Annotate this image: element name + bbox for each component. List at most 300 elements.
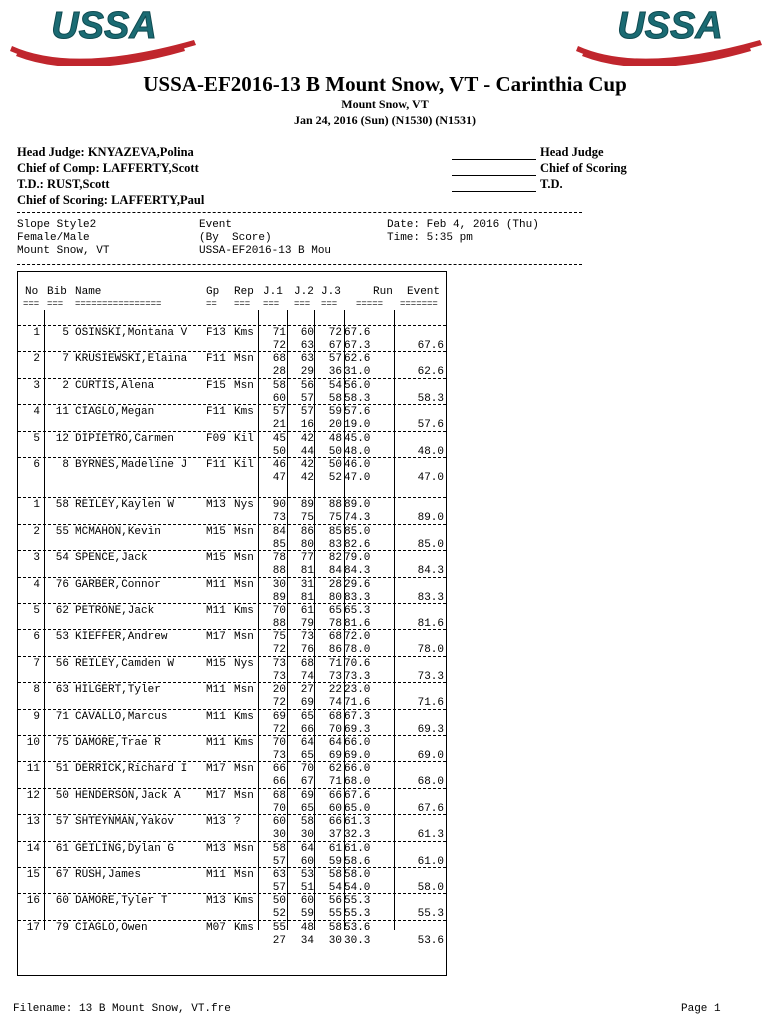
bib-cell: 58 — [55, 499, 69, 512]
rank-cell: 10 — [26, 737, 40, 749]
bib-cell: 7 — [62, 353, 69, 366]
event-score: 68.0 — [417, 776, 444, 789]
header-bib: Bib — [47, 286, 67, 298]
judge1-score: 52 — [272, 908, 286, 921]
group-cell: M11 — [206, 605, 226, 617]
header-j1: J.1 — [263, 286, 283, 298]
bib-cell: 2 — [62, 379, 69, 392]
table-row — [18, 843, 446, 856]
header-gp: Gp — [206, 286, 220, 298]
run1-score: 70.6 — [344, 657, 371, 670]
row-separator — [18, 841, 446, 842]
row-separator — [18, 682, 446, 683]
rank-cell: 7 — [33, 657, 40, 670]
rep-cell: Msn — [234, 353, 254, 366]
judge3-score: 86 — [328, 644, 342, 657]
bib-cell: 8 — [62, 459, 69, 471]
rep-cell: Kms — [234, 737, 254, 749]
run2-score: 48.0 — [344, 445, 371, 458]
table-row — [18, 895, 446, 908]
event-score: 73.3 — [417, 670, 444, 683]
run2-score: 69.0 — [344, 750, 371, 762]
bib-cell: 60 — [55, 895, 69, 908]
row-separator — [18, 524, 446, 525]
judge2-score: 76 — [300, 644, 314, 657]
table-row — [18, 526, 446, 539]
judge2-score: 53 — [300, 869, 314, 881]
judge3-score: 82 — [328, 552, 342, 565]
rep-cell: Msn — [234, 789, 254, 802]
ussa-logo — [4, 4, 204, 66]
row-separator — [18, 629, 446, 630]
bib-cell: 75 — [55, 737, 69, 749]
rank-cell: 1 — [33, 499, 40, 512]
run2-score: 54.0 — [344, 882, 371, 894]
table-row — [18, 631, 446, 644]
judge2-score: 70 — [300, 763, 314, 776]
group-cell: M07 — [206, 921, 226, 934]
rank-cell: 9 — [33, 710, 40, 723]
name-cell: BYRNES,Madeline J — [75, 459, 188, 471]
head-judge: Head Judge: KNYAZEVA,Polina — [17, 145, 194, 159]
event-score: 85.0 — [417, 538, 444, 551]
judge2-score: 66 — [300, 723, 314, 736]
row-separator — [18, 788, 446, 789]
info-sort: (By Score) — [199, 232, 272, 244]
judge1-score: 90 — [272, 499, 286, 512]
judge2-score: 29 — [300, 366, 314, 379]
run1-score: 89.0 — [344, 499, 371, 512]
judge1-score: 20 — [272, 684, 286, 697]
judge3-score: 61 — [328, 842, 342, 855]
name-cell: DAMORE,Trae R — [75, 737, 161, 749]
judge2-score: 80 — [300, 538, 314, 551]
rep-cell: Msn — [234, 842, 254, 855]
run1-score: 57.6 — [344, 406, 371, 419]
rep-cell: Msn — [234, 578, 254, 591]
event-score: 71.6 — [417, 697, 444, 710]
rank-cell: 3 — [33, 379, 40, 392]
name-cell: SHTEYNMAN,Yakov — [75, 816, 175, 829]
judge2-score: 68 — [300, 657, 314, 670]
rank-cell: 11 — [26, 763, 40, 776]
table-row — [18, 605, 446, 618]
event-score: 69.3 — [417, 723, 444, 736]
judge2-score: 67 — [300, 776, 314, 789]
header-j3: J.3 — [321, 286, 341, 298]
row-separator — [18, 893, 446, 894]
run2-score: 71.6 — [344, 697, 371, 710]
run1-score: 66.0 — [344, 737, 371, 749]
rank-cell: 15 — [26, 869, 40, 881]
judge2-score: 81 — [300, 565, 314, 578]
rep-cell: Kms — [234, 921, 254, 934]
judge2-score: 60 — [300, 855, 314, 868]
name-cell: CIAGLO,Megan — [75, 406, 155, 419]
judge2-score: 44 — [300, 445, 314, 458]
ussa-logo-right — [570, 4, 770, 66]
rank-cell: 1 — [33, 327, 40, 339]
judge1-score: 30 — [272, 578, 286, 591]
judge1-score: 72 — [272, 697, 286, 710]
event-score: 48.0 — [417, 445, 444, 458]
group-cell: M15 — [206, 657, 226, 670]
judge1-score: 85 — [272, 538, 286, 551]
rank-cell: 12 — [26, 789, 40, 802]
judge1-score: 70 — [272, 802, 286, 815]
info-venue: Mount Snow, VT — [17, 245, 110, 257]
group-cell: M15 — [206, 525, 226, 538]
judge1-score: 57 — [272, 882, 286, 894]
run1-score: 61.3 — [344, 816, 371, 829]
info-event-name: USSA-EF2016-13 B Mou — [199, 245, 332, 257]
judge1-score: 55 — [272, 921, 286, 934]
group-cell: M17 — [206, 789, 226, 802]
judge1-score: 60 — [272, 816, 286, 829]
info-column-3 — [387, 219, 539, 245]
row-separator — [18, 656, 446, 657]
judge3-score: 36 — [328, 366, 342, 379]
header-underline: === === ================ == === === === === ===== ======= — [23, 299, 438, 309]
bib-cell: 79 — [55, 921, 69, 934]
bib-cell: 55 — [55, 525, 69, 538]
judge3-score: 58 — [328, 392, 342, 405]
name-cell: CAVALLO,Marcus — [75, 710, 168, 723]
group-cell: F11 — [206, 459, 226, 471]
bib-cell: 62 — [55, 605, 69, 617]
row-separator — [18, 497, 446, 498]
event-score: 84.3 — [417, 565, 444, 578]
ussa-logo-text: USSA — [51, 5, 157, 47]
rank-cell: 17 — [26, 921, 40, 934]
rep-cell: Kms — [234, 327, 254, 339]
name-cell: PETRONE,Jack — [75, 605, 155, 617]
run1-score: 61.0 — [344, 842, 371, 855]
header-event: Event — [407, 286, 441, 298]
event-score: 61.3 — [417, 829, 444, 842]
judge2-score: 42 — [300, 459, 314, 471]
rep-cell: Kms — [234, 895, 254, 908]
judge2-score: 69 — [300, 697, 314, 710]
row-separator — [18, 351, 446, 352]
signature-line — [452, 164, 536, 176]
judge3-score: 75 — [328, 512, 342, 525]
judge3-score: 48 — [328, 432, 342, 445]
group-cell: M17 — [206, 631, 226, 644]
judge3-score: 74 — [328, 697, 342, 710]
footer-page: Page 1 — [681, 1003, 721, 1015]
group-cell: M13 — [206, 895, 226, 908]
run2-score: 68.0 — [344, 776, 371, 789]
bib-cell: 57 — [55, 816, 69, 829]
judge3-score: 30 — [328, 934, 342, 947]
row-separator — [18, 814, 446, 815]
judge1-score: 72 — [272, 723, 286, 736]
table-row — [18, 658, 446, 671]
judge3-score: 80 — [328, 591, 342, 604]
judge2-score: 61 — [300, 605, 314, 617]
name-cell: KRUSIEWSKI,Elaina — [75, 353, 188, 366]
run1-score: 58.0 — [344, 869, 371, 881]
judge3-score: 20 — [328, 419, 342, 432]
event-score: 47.0 — [417, 472, 444, 484]
judge3-score: 55 — [328, 908, 342, 921]
judge1-score: 66 — [272, 763, 286, 776]
judge1-score: 73 — [272, 657, 286, 670]
bib-cell: 12 — [55, 432, 69, 445]
judge3-score: 37 — [328, 829, 342, 842]
judge1-score: 50 — [272, 445, 286, 458]
judge1-score: 68 — [272, 789, 286, 802]
judge1-score: 45 — [272, 432, 286, 445]
rank-cell: 5 — [33, 605, 40, 617]
judge1-score: 70 — [272, 605, 286, 617]
table-row — [18, 684, 446, 697]
judge3-score: 60 — [328, 802, 342, 815]
bib-cell: 76 — [55, 578, 69, 591]
event-score: 57.6 — [417, 419, 444, 432]
table-row — [18, 380, 446, 393]
rep-cell: Msn — [234, 684, 254, 697]
judge1-score: 72 — [272, 340, 286, 352]
rep-cell: Kil — [234, 459, 254, 471]
results-table — [17, 271, 447, 976]
judge3-score: 72 — [328, 327, 342, 339]
officials-list — [17, 144, 204, 208]
bib-cell: 5 — [62, 327, 69, 339]
row-separator — [18, 550, 446, 551]
judge3-score: 56 — [328, 895, 342, 908]
name-cell: MCMAHON,Kevin — [75, 525, 161, 538]
judge3-score: 71 — [328, 657, 342, 670]
judge2-score: 56 — [300, 379, 314, 392]
rank-cell: 3 — [33, 552, 40, 565]
run1-score: 29.6 — [344, 578, 371, 591]
judge3-score: 62 — [328, 763, 342, 776]
run2-score: 58.3 — [344, 392, 371, 405]
judge2-score: 65 — [300, 750, 314, 762]
judge3-score: 69 — [328, 750, 342, 762]
judge3-score: 58 — [328, 921, 342, 934]
rank-cell: 16 — [26, 895, 40, 908]
rank-cell: 6 — [33, 459, 40, 471]
rep-cell: Nys — [234, 657, 254, 670]
group-cell: M11 — [206, 578, 226, 591]
judge2-score: 79 — [300, 618, 314, 630]
judge1-score: 73 — [272, 670, 286, 683]
table-row — [18, 499, 446, 512]
judge1-score: 73 — [272, 512, 286, 525]
row-separator — [18, 761, 446, 762]
run1-score: 67.6 — [344, 327, 371, 339]
judge3-score: 73 — [328, 670, 342, 683]
row-separator — [18, 920, 446, 921]
name-cell: RUSH,James — [75, 869, 142, 881]
judge1-score: 84 — [272, 525, 286, 538]
run2-score: 78.0 — [344, 644, 371, 657]
judge3-score: 52 — [328, 472, 342, 484]
rep-cell: Msn — [234, 379, 254, 392]
judge2-score: 73 — [300, 631, 314, 644]
run2-score: 31.0 — [344, 366, 371, 379]
run1-score: 72.0 — [344, 631, 371, 644]
table-row — [18, 353, 446, 366]
name-cell: DIPIETRO,Carmen — [75, 432, 175, 445]
judge3-score: 84 — [328, 565, 342, 578]
judge1-score: 60 — [272, 392, 286, 405]
judge3-score: 68 — [328, 710, 342, 723]
judge3-score: 67 — [328, 340, 342, 352]
judge3-score: 22 — [328, 684, 342, 697]
judge1-score: 21 — [272, 419, 286, 432]
judge1-score: 71 — [272, 327, 286, 339]
judge3-score: 50 — [328, 445, 342, 458]
group-cell: M13 — [206, 842, 226, 855]
table-row — [18, 711, 446, 724]
header-no: No — [25, 286, 39, 298]
bib-cell: 71 — [55, 710, 69, 723]
judge1-score: 78 — [272, 552, 286, 565]
rep-cell: Msn — [234, 525, 254, 538]
judge3-score: 78 — [328, 618, 342, 630]
judge3-score: 65 — [328, 605, 342, 617]
footer-filename: Filename: 13 B Mount Snow, VT.fre — [13, 1003, 231, 1015]
judge1-score: 47 — [272, 472, 286, 484]
ussa-logo-text-right: USSA — [617, 5, 723, 47]
header-name: Name — [75, 286, 102, 298]
header-run: Run — [373, 286, 393, 298]
group-cell: M11 — [206, 737, 226, 749]
run2-score: 19.0 — [344, 419, 371, 432]
rep-cell: Msn — [234, 631, 254, 644]
chief-of-comp: Chief of Comp: LAFFERTY,Scott — [17, 161, 199, 175]
table-row — [18, 433, 446, 446]
row-separator — [18, 709, 446, 710]
event-score: 61.0 — [417, 855, 444, 868]
event-score: 55.3 — [417, 908, 444, 921]
rep-cell: Kms — [234, 710, 254, 723]
bib-cell: 63 — [55, 684, 69, 697]
judge2-score: 77 — [300, 552, 314, 565]
name-cell: REILEY,Camden W — [75, 657, 175, 670]
run2-score: 30.3 — [344, 934, 371, 947]
rank-cell: 2 — [33, 353, 40, 366]
run2-score: 84.3 — [344, 565, 371, 578]
name-cell: SPENCE,Jack — [75, 552, 148, 565]
judge3-score: 70 — [328, 723, 342, 736]
judge1-score: 68 — [272, 353, 286, 366]
signature-label: T.D. — [540, 177, 563, 191]
bib-cell: 56 — [55, 657, 69, 670]
rep-cell: Nys — [234, 499, 254, 512]
judge1-score: 72 — [272, 644, 286, 657]
info-event: Event — [199, 219, 233, 231]
info-print-time: Time: 5:35 pm — [387, 232, 473, 244]
event-score: 62.6 — [417, 366, 444, 379]
judge1-score: 89 — [272, 591, 286, 604]
event-score: 81.6 — [417, 618, 444, 630]
name-cell: OSINSKI,Montana V — [75, 327, 188, 339]
judge2-score: 63 — [300, 353, 314, 366]
row-separator — [18, 404, 446, 405]
run1-score: 55.3 — [344, 895, 371, 908]
run1-score: 85.0 — [344, 525, 371, 538]
judge1-score: 58 — [272, 842, 286, 855]
run2-score: 65.0 — [344, 802, 371, 815]
judge3-score: 54 — [328, 882, 342, 894]
bib-cell: 61 — [55, 842, 69, 855]
rep-cell: Msn — [234, 552, 254, 565]
run1-score: 79.0 — [344, 552, 371, 565]
name-cell: DERRICK,Richard I — [75, 763, 188, 776]
judge1-score: 30 — [272, 829, 286, 842]
judge1-score: 46 — [272, 459, 286, 471]
table-row — [18, 922, 446, 935]
table-row — [18, 327, 446, 340]
judge2-score: 89 — [300, 499, 314, 512]
run2-score: 69.3 — [344, 723, 371, 736]
judge2-score: 60 — [300, 895, 314, 908]
rank-cell: 4 — [33, 406, 40, 419]
name-cell: REILEY,Kaylen W — [75, 499, 175, 512]
run2-score: 55.3 — [344, 908, 371, 921]
name-cell: GARBER,Connor — [75, 578, 161, 591]
judge1-score: 57 — [272, 406, 286, 419]
group-cell: M11 — [206, 869, 226, 881]
name-cell: CIAGLO,Owen — [75, 921, 148, 934]
separator — [17, 212, 582, 213]
info-column-2 — [199, 219, 331, 258]
bib-cell: 11 — [55, 406, 69, 419]
run1-score: 67.6 — [344, 789, 371, 802]
rep-cell: Msn — [234, 869, 254, 881]
technical-delegate: T.D.: RUST,Scott — [17, 177, 110, 191]
rank-cell: 2 — [33, 525, 40, 538]
group-cell: F11 — [206, 406, 226, 419]
table-row — [18, 763, 446, 776]
run2-score: 83.3 — [344, 591, 371, 604]
judge2-score: 75 — [300, 512, 314, 525]
judge2-score: 64 — [300, 737, 314, 749]
judge3-score: 58 — [328, 869, 342, 881]
separator — [17, 264, 582, 265]
judge1-score: 57 — [272, 855, 286, 868]
event-score: 58.0 — [417, 882, 444, 894]
judge3-score: 28 — [328, 578, 342, 591]
run2-score: 81.6 — [344, 618, 371, 630]
judge3-score: 83 — [328, 538, 342, 551]
judge2-score: 16 — [300, 419, 314, 432]
judge1-score: 69 — [272, 710, 286, 723]
group-cell: M15 — [206, 552, 226, 565]
name-cell: HILGERT,Tyler — [75, 684, 161, 697]
table-row — [18, 737, 446, 750]
judge1-score: 50 — [272, 895, 286, 908]
run2-score: 73.3 — [344, 670, 371, 683]
judge1-score: 27 — [272, 934, 286, 947]
run1-score: 53.6 — [344, 921, 371, 934]
run1-score: 67.3 — [344, 710, 371, 723]
signature-block — [452, 144, 627, 192]
judge3-score: 88 — [328, 499, 342, 512]
run2-score: 67.3 — [344, 340, 371, 352]
event-score: 67.6 — [417, 802, 444, 815]
table-row-run2 — [18, 935, 446, 948]
judge1-score: 66 — [272, 776, 286, 789]
judge2-score: 65 — [300, 710, 314, 723]
judge1-score: 73 — [272, 750, 286, 762]
judge3-score: 68 — [328, 631, 342, 644]
